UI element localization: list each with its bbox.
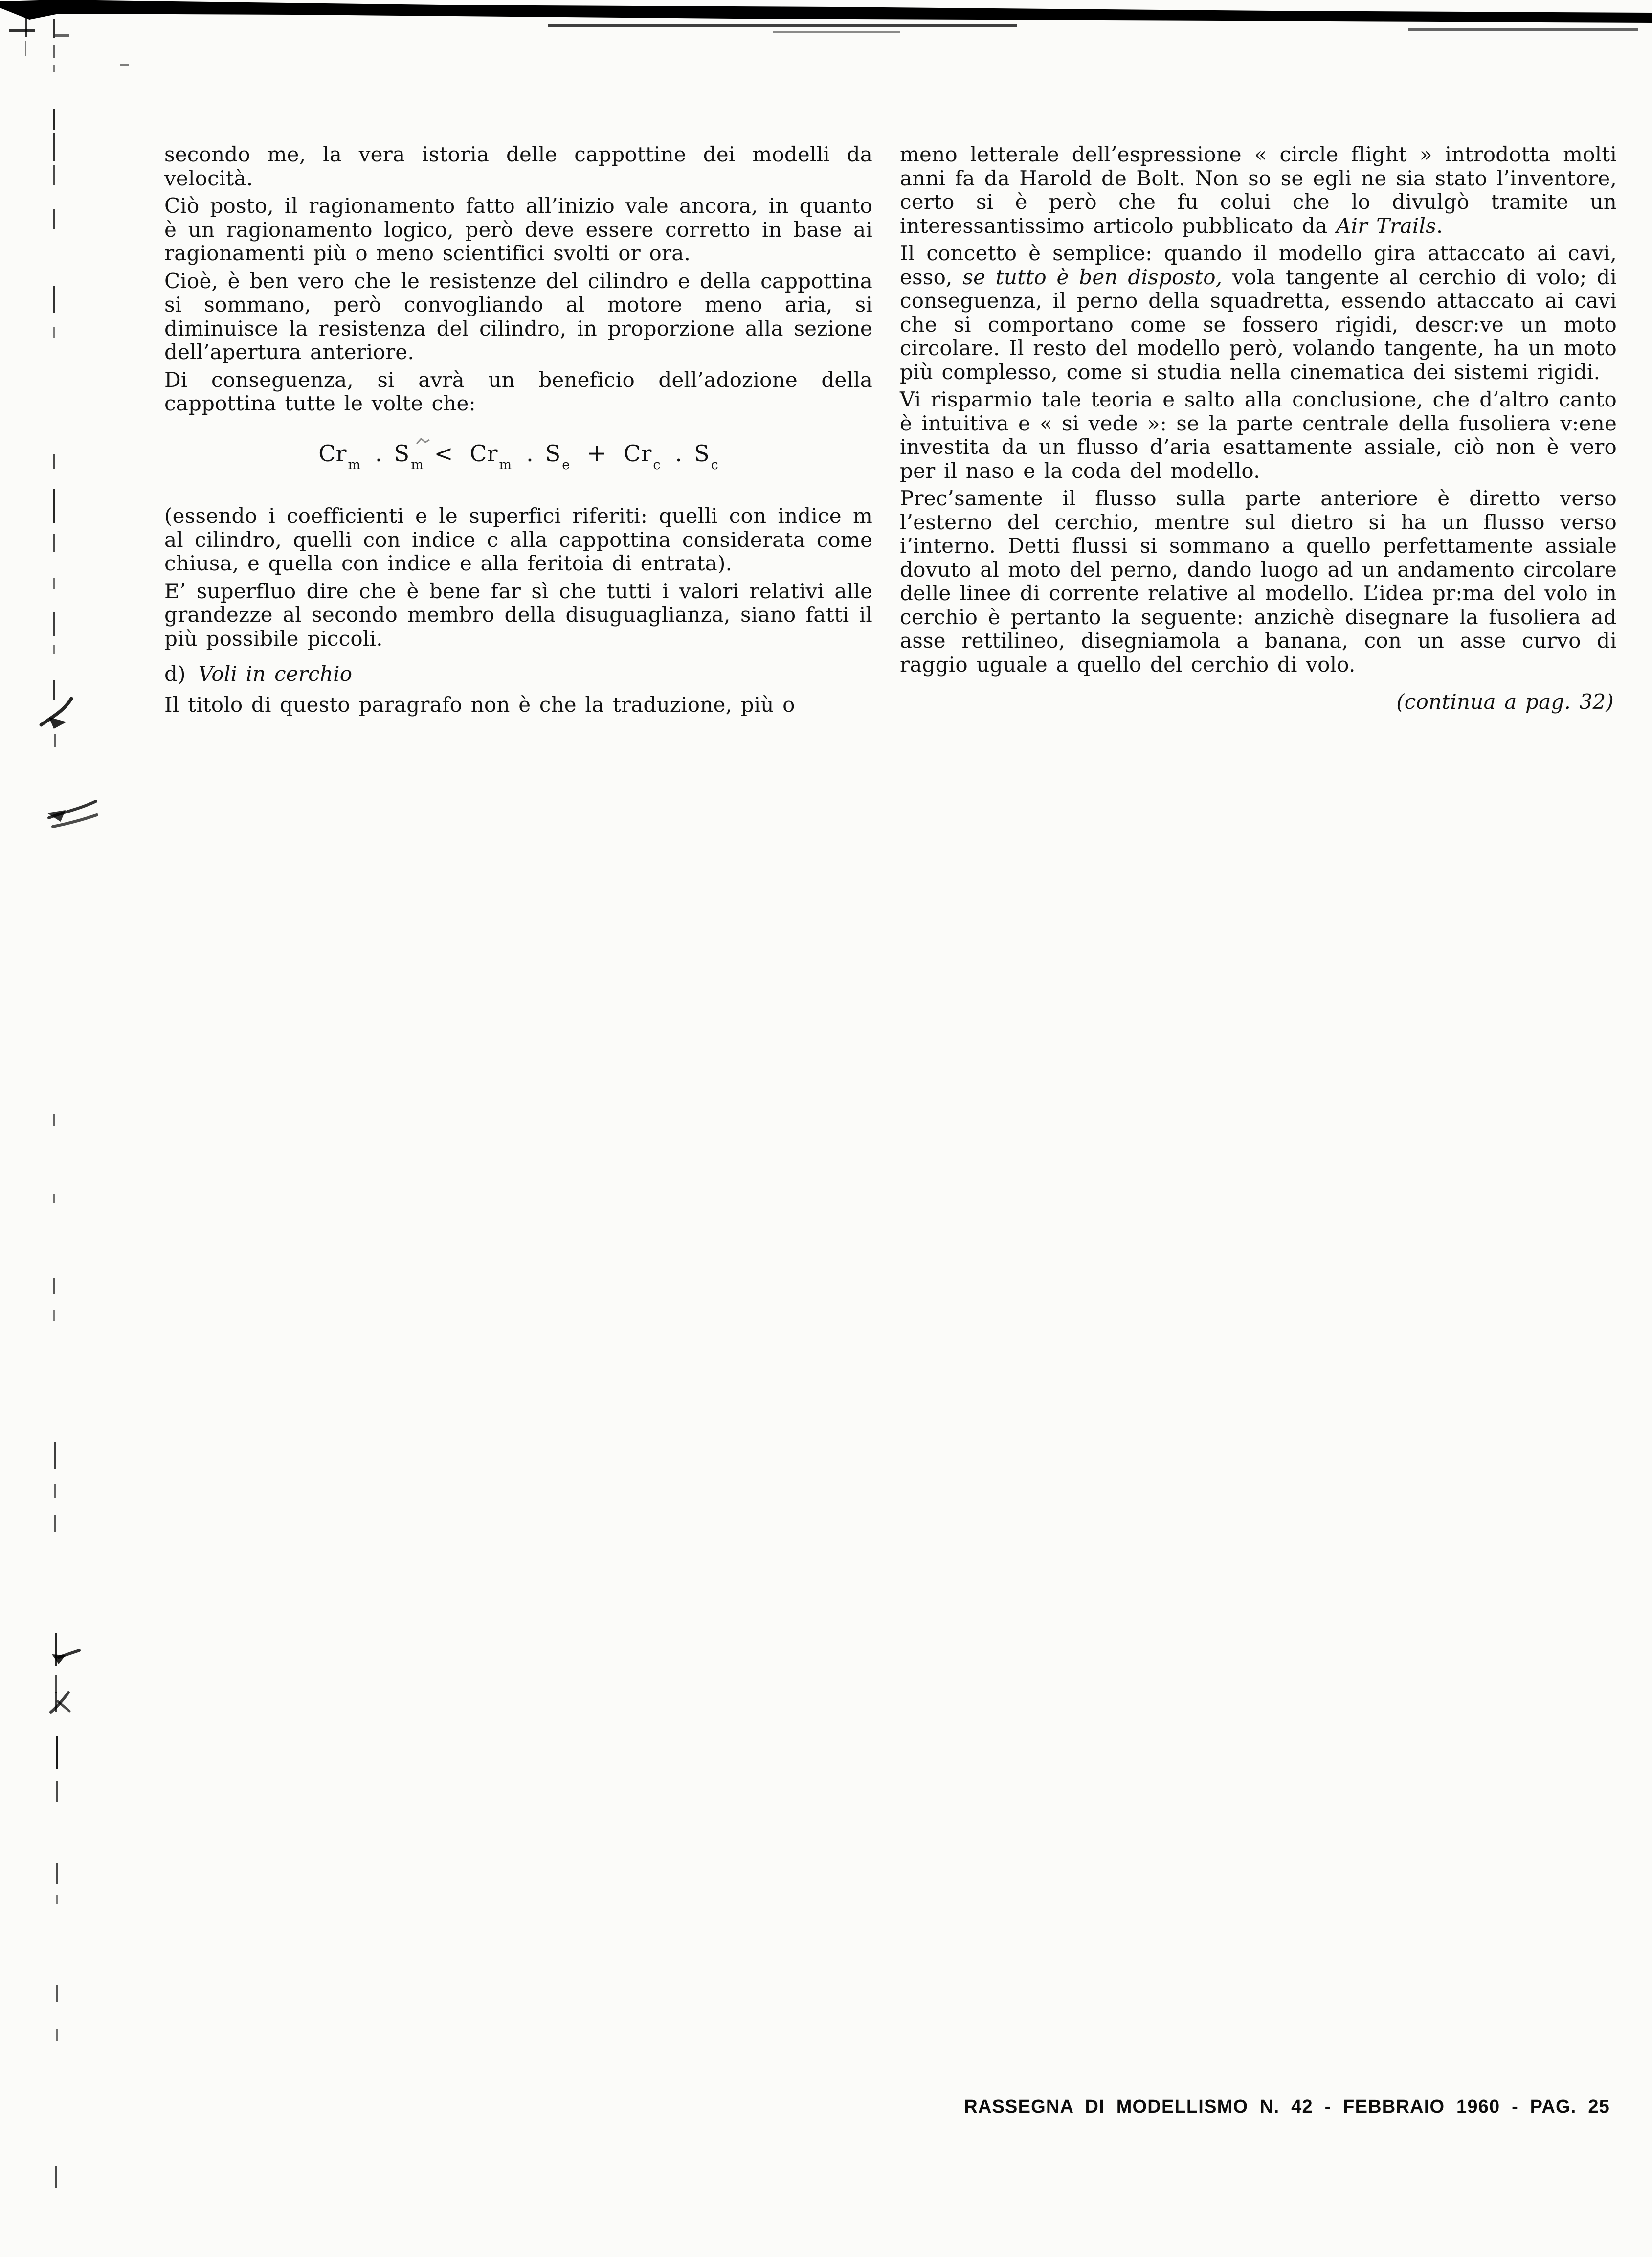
paragraph-il-titolo: Il titolo di questo paragrafo non è che la traduzione, più o [164,692,795,717]
paragraph-precisamente: Prec’samente il flusso sulla parte anteriore è diretto verso l’esterno del cerchio, mentre sul dietro si ha un flusso verso i’interno. Detti flussi si sommano a quello perfettamente assiale dovuto al moto del perno, dando luogo ad un andamento circolare delle linee di corrente relative al modello. L’idea pr:ma del volo in cerchio è pertanto la seguente: anzichè disegnare la fusoliera ad asse rettilineo, disegniamola a banana, con un asse curvo di raggio uguale a quello del cerchio di volo. [900,486,1617,677]
paragraph-velocita: secondo me, la vera istoria delle cappottine dei modelli da velocità. [164,142,872,190]
paragraph-cioe: Cioè, è ben vero che le resistenze del cilindro e della cappottina si sommano, però convogliando al motore meno aria, si diminuisce la resistenza del cilindro, in proporzione alla sezione dell’apertura anteriore. [164,269,872,364]
formula-dot: . [375,440,382,467]
formula-term: S $_c$ [694,440,718,473]
inequality-formula [164,438,872,477]
formula-dot: . [675,440,683,467]
section-title: Voli in cerchio [198,662,353,686]
paragraph-superfluo: E’ superfluo dire che è bene far sì che tutti i valori relativi alle grandezze al secondo membro della disuguaglianza, siano fatti il più possibile piccoli. [164,579,872,651]
formula-term: S $_e$ [545,440,570,473]
top-streak [548,24,1017,27]
formula-term: Cr $_m$ [469,440,512,473]
emphasis-ben-disposto: se tutto è ben disposto, [962,265,1223,289]
less-than-sign: < [434,440,453,467]
paragraph-cio-posto: Ciò posto, il ragionamento fatto all’inizio vale ancora, in quanto è un ragionamento logico, però deve essere corretto in base ai ragionamenti più o meno scientifici svolti or ora. [164,194,872,265]
fold-line-squiggles [41,699,97,1712]
top-left-line [25,5,27,37]
section-heading-voli-in-cerchio [164,662,872,686]
paragraph-vi-risparmio: Vi risparmio tale teoria e salto alla conclusione, che d’altro canto è intuitiva e « si vede »: se la parte centrale della fusoliera v:ene investita da un flusso d’aria esattamente assiale, ciò non è vero per il naso e la coda del modello. [900,387,1617,483]
page-footer: RASSEGNA DI MODELLISMO N. 42 - FEBBRAIO 1960 - PAG. 25 [964,2097,1610,2117]
formula-dot: . [526,440,534,467]
margin-speck [55,34,69,37]
top-left-line [25,41,26,56]
right-column [900,143,1617,714]
formula-term: Cr $_c$ [624,440,661,473]
fold-line-dashes [53,19,58,2188]
formula-term: Cr $_m$ [318,440,361,473]
top-edge-band [0,0,1652,23]
paragraph-essendo: (essendo i coefficienti e le superfici riferiti: quelli con indice m al cilindro, quelli con indice c alla cappottina considerata come chiusa, e quella con indice e alla feritoia di entrata). [164,504,872,575]
left-column [164,143,872,717]
paragraph-di-conseguenza: Di conseguenza, si avrà un beneficio dell’adozione della cappottina tutte le volte che: [164,367,872,415]
continuation-note: (continua a pag. 32) [1396,690,1614,714]
formula-term: S $_m$ [394,440,424,473]
top-streak [773,31,900,33]
paragraph-circle-flight: meno letterale dell’espressione « circle flight » introdotta molti anni fa da Harold de Bolt. Non so se egli ne sia stato l’inventore, certo si è però che fu colui che lo divulgò tramite un interessantissimo articolo pubblicato da Air Trails. [900,142,1617,238]
margin-speck [9,29,35,32]
section-letter: d) [164,662,186,686]
paragraph-il-concetto: Il concetto è semplice: quando il modello gira attaccato ai cavi, esso, se tutto è ben disposto, vola tangente al cerchio di volo; di conseguenza, il perno della squadretta, essendo attaccato ai cavi che si comportano come se fossero rigidi, descr:ve un moto circolare. Il resto del modello però, volando tangente, ha un moto più complesso, come si studia nella cinematica dei sistemi rigidi. [900,241,1617,384]
top-streak [1408,28,1638,31]
magazine-name: Air Trails [1336,213,1436,238]
margin-speck [120,64,129,66]
plus-sign: + [586,438,607,467]
